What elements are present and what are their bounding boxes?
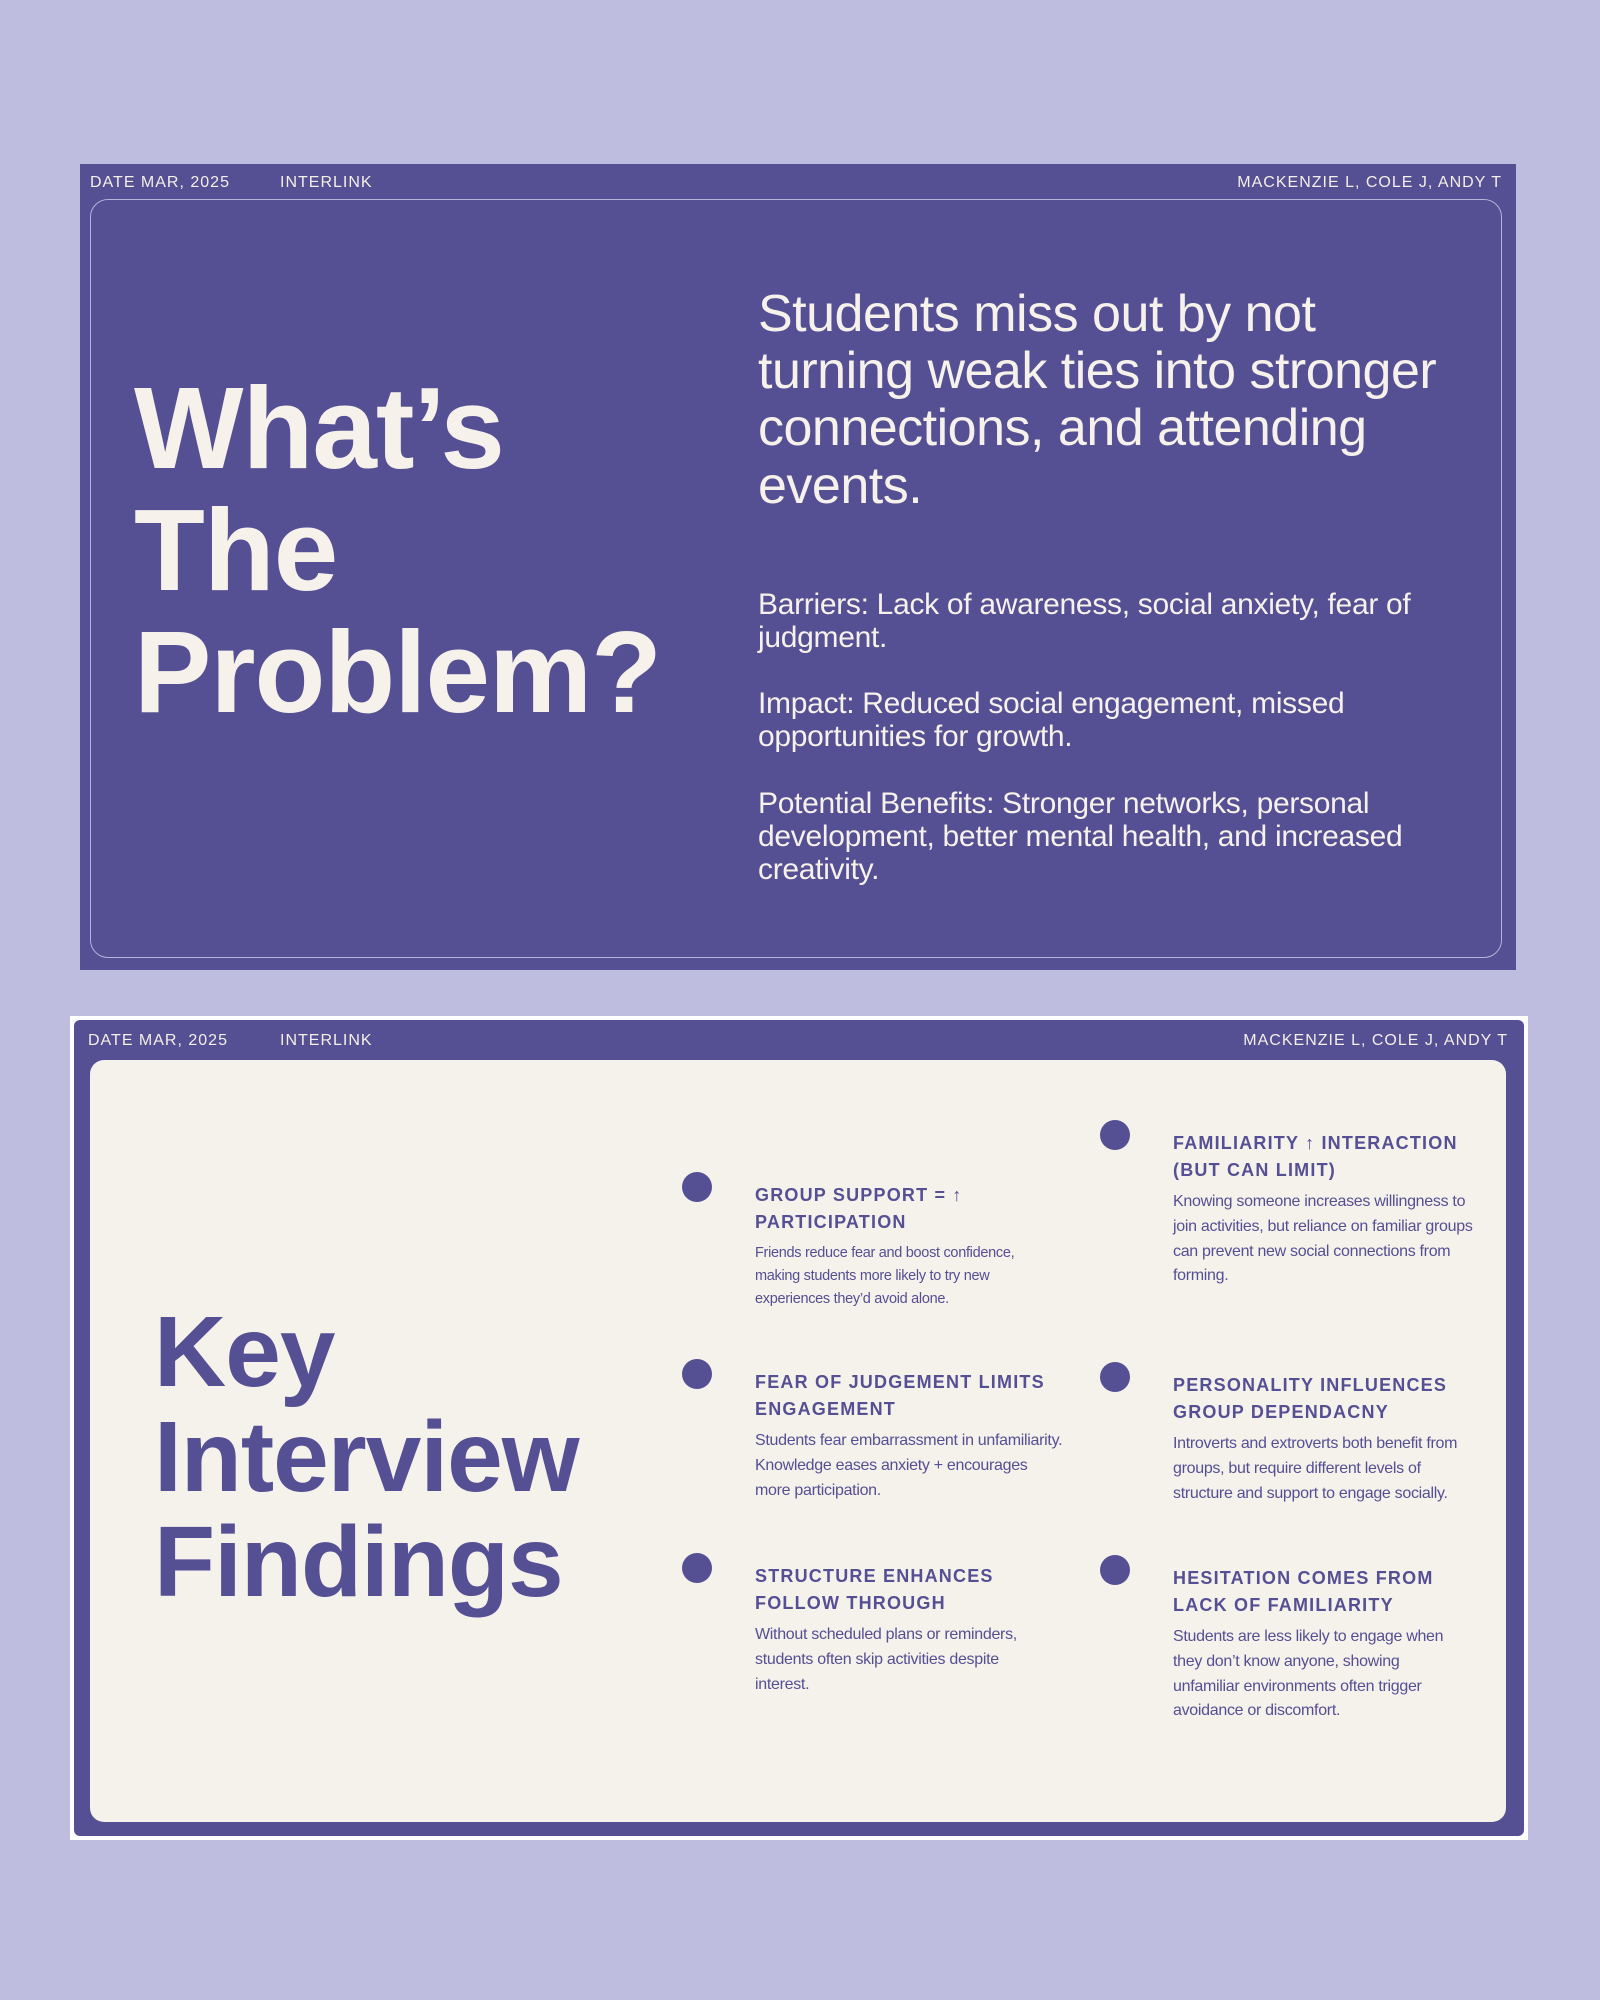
- title-line: Problem?: [134, 606, 661, 737]
- findings-panel: [90, 1060, 1506, 1822]
- slide-authors: MACKENZIE L, COLE J, ANDY T: [1243, 1032, 1508, 1049]
- finding-item: [755, 1563, 1025, 1697]
- finding-title: GROUP SUPPORT = ↑ PARTICIPATION: [755, 1185, 963, 1232]
- finding-title: STRUCTURE ENHANCES FOLLOW THROUGH: [755, 1566, 994, 1613]
- title-line: The: [134, 484, 338, 615]
- finding-body: Knowing someone increases willingness to join activities, but reliance on familiar groups can prevent new social connections from forming.: [1173, 1193, 1473, 1285]
- finding-title: FEAR OF JUDGEMENT LIMITS ENGAGEMENT: [755, 1372, 1045, 1419]
- bullet-dot: [682, 1172, 712, 1202]
- bullet-dot: [682, 1553, 712, 1583]
- title-line: Key: [154, 1296, 335, 1408]
- findings-slide: [74, 1020, 1524, 1836]
- barriers-text: Barriers: Lack of awareness, social anxiety, fear of judgment.: [758, 588, 1411, 654]
- title-line: What’s: [134, 363, 504, 493]
- project-name: INTERLINK: [280, 1032, 373, 1049]
- slide-authors: MACKENZIE L, COLE J, ANDY T: [1237, 174, 1502, 191]
- bullet-dot: [1100, 1362, 1130, 1392]
- finding-title: PERSONALITY INFLUENCES GROUP DEPENDACNY: [1173, 1375, 1448, 1422]
- finding-item: [1173, 1130, 1473, 1289]
- title-line: Findings: [154, 1506, 563, 1618]
- bullet-dot: [1100, 1555, 1130, 1585]
- finding-body: Without scheduled plans or reminders, students often skip activities despite interest.: [755, 1626, 1017, 1693]
- finding-item: [1173, 1372, 1473, 1506]
- problem-slide: [80, 164, 1516, 970]
- finding-title: FAMILIARITY ↑ INTERACTION (BUT CAN LIMIT): [1173, 1133, 1458, 1180]
- finding-item: [1173, 1565, 1463, 1724]
- finding-title: HESITATION COMES FROM LACK OF FAMILIARITY: [1173, 1568, 1434, 1615]
- finding-body: Friends reduce fear and boost confidence, making students more likely to try new experiences they’d avoid alone.: [755, 1245, 1015, 1308]
- benefits-text: Potential Benefits: Stronger networks, personal development, better mental health, and increased creativity.: [758, 787, 1403, 886]
- slide-title: [134, 363, 661, 737]
- slide-date: DATE MAR, 2025: [88, 1032, 228, 1049]
- impact-text: Impact: Reduced social engagement, missed opportunities for growth.: [758, 687, 1345, 753]
- bullet-dot: [682, 1359, 712, 1389]
- finding-item: [755, 1369, 1065, 1503]
- finding-body: Introverts and extroverts both benefit from groups, but require different levels of structure and support to engage socially.: [1173, 1435, 1458, 1502]
- problem-statement: Students miss out by not turning weak ties into stronger connections, and attending events.: [758, 285, 1437, 515]
- slide-title: [154, 1296, 579, 1618]
- slide-date: DATE MAR, 2025: [90, 174, 230, 191]
- bullet-dot: [1100, 1120, 1130, 1150]
- finding-item: [755, 1182, 1055, 1312]
- finding-body: Students fear embarrassment in unfamiliarity. Knowledge eases anxiety + encourages more participation.: [755, 1432, 1063, 1499]
- finding-body: Students are less likely to engage when they don’t know anyone, showing unfamiliar environments often trigger avoidance or discomfort.: [1173, 1628, 1444, 1720]
- project-name: INTERLINK: [280, 174, 373, 191]
- title-line: Interview: [154, 1401, 579, 1513]
